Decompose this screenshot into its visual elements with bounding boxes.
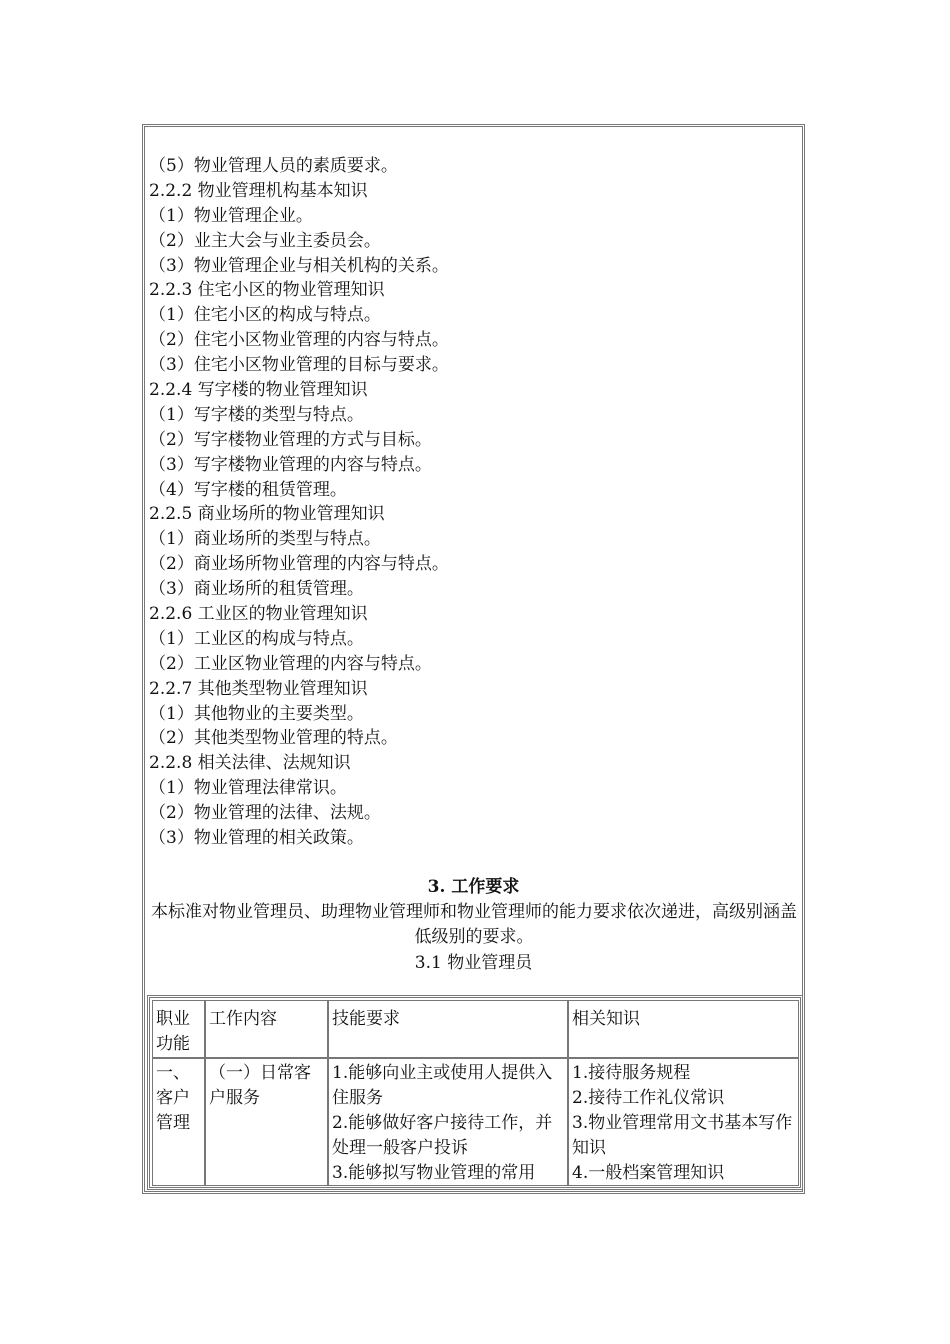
document-frame: [142, 124, 805, 1194]
list-item: （1）住宅小区的构成与特点。: [149, 305, 381, 326]
list-item: （1）其他物业的主要类型。: [149, 703, 364, 724]
skill-item: 1.能够向业主或使用人提供入住服务: [332, 1063, 553, 1108]
row-knowledge: [568, 1058, 799, 1186]
list-item: （1）物业管理法律常识。: [149, 778, 347, 799]
skill-item: 3.能够拟写物业管理的常用: [332, 1163, 536, 1183]
header-knowledge: 相关知识: [568, 1000, 799, 1058]
section-subheading: 2.2.5 商业场所的物业管理知识: [149, 504, 385, 525]
list-item: （1）写字楼的类型与特点。: [149, 404, 364, 425]
requirements-table: [147, 995, 803, 1190]
list-item: （4）写字楼的租赁管理。: [149, 479, 347, 500]
section-subheading: 2.2.4 写字楼的物业管理知识: [149, 380, 368, 401]
list-item: （2）住宅小区物业管理的内容与特点。: [149, 330, 449, 351]
list-item: （3）物业管理企业与相关机构的关系。: [149, 255, 449, 276]
list-item: （2）物业管理的法律、法规。: [149, 803, 381, 824]
row-skills: [328, 1058, 568, 1186]
list-item: （2）其他类型物业管理的特点。: [149, 728, 398, 749]
list-item: （3）住宅小区物业管理的目标与要求。: [149, 355, 449, 376]
section-subheading: 2.2.3 住宅小区的物业管理知识: [149, 280, 385, 301]
list-item: （1）工业区的构成与特点。: [149, 628, 364, 649]
section-subheading: 2.2.6 工业区的物业管理知识: [149, 604, 368, 625]
section-subheading: 2.2.2 物业管理机构基本知识: [149, 180, 368, 201]
list-item: （3）商业场所的租赁管理。: [149, 579, 364, 600]
section-paragraph: 本标准对物业管理员、助理物业管理师和物业管理师的能力要求依次递进，高级别涵盖低级别的要求。: [151, 902, 797, 947]
header-skills: 技能要求: [328, 1000, 568, 1058]
list-item: （1）物业管理企业。: [149, 205, 313, 226]
knowledge-item: 3.物业管理常用文书基本写作知识: [572, 1113, 793, 1158]
list-item: （2）业主大会与业主委员会。: [149, 230, 381, 251]
knowledge-item: 1.接待服务规程: [572, 1063, 691, 1083]
list-item: （2）写字楼物业管理的方式与目标。: [149, 429, 432, 450]
knowledge-item: 2.接待工作礼仪常识: [572, 1088, 725, 1108]
header-content: 工作内容: [205, 1000, 328, 1058]
list-item: （3）物业管理的相关政策。: [149, 828, 364, 849]
knowledge-item: 4.一般档案管理知识: [572, 1163, 725, 1183]
row-content: （一）日常客户服务: [205, 1058, 328, 1186]
list-item: （2）商业场所物业管理的内容与特点。: [149, 554, 449, 575]
row-function: 一、客户管理: [152, 1058, 205, 1186]
list-item: （5）物业管理人员的素质要求。: [149, 156, 398, 176]
section-subheading: 2.2.8 相关法律、法规知识: [149, 753, 351, 774]
skill-item: 2.能够做好客户接待工作，并处理一般客户投诉: [332, 1113, 553, 1158]
list-item: （2）工业区物业管理的内容与特点。: [149, 653, 432, 674]
subsection-heading: 3.1 物业管理员: [414, 953, 533, 973]
knowledge-list: [149, 154, 799, 851]
section-subheading: 2.2.7 其他类型物业管理知识: [149, 678, 368, 699]
list-item: （1）商业场所的类型与特点。: [149, 529, 381, 550]
list-item: （3）写字楼物业管理的内容与特点。: [149, 454, 432, 475]
header-function: 职业功能: [152, 1000, 205, 1058]
section-heading: 3. 工作要求: [427, 877, 520, 897]
